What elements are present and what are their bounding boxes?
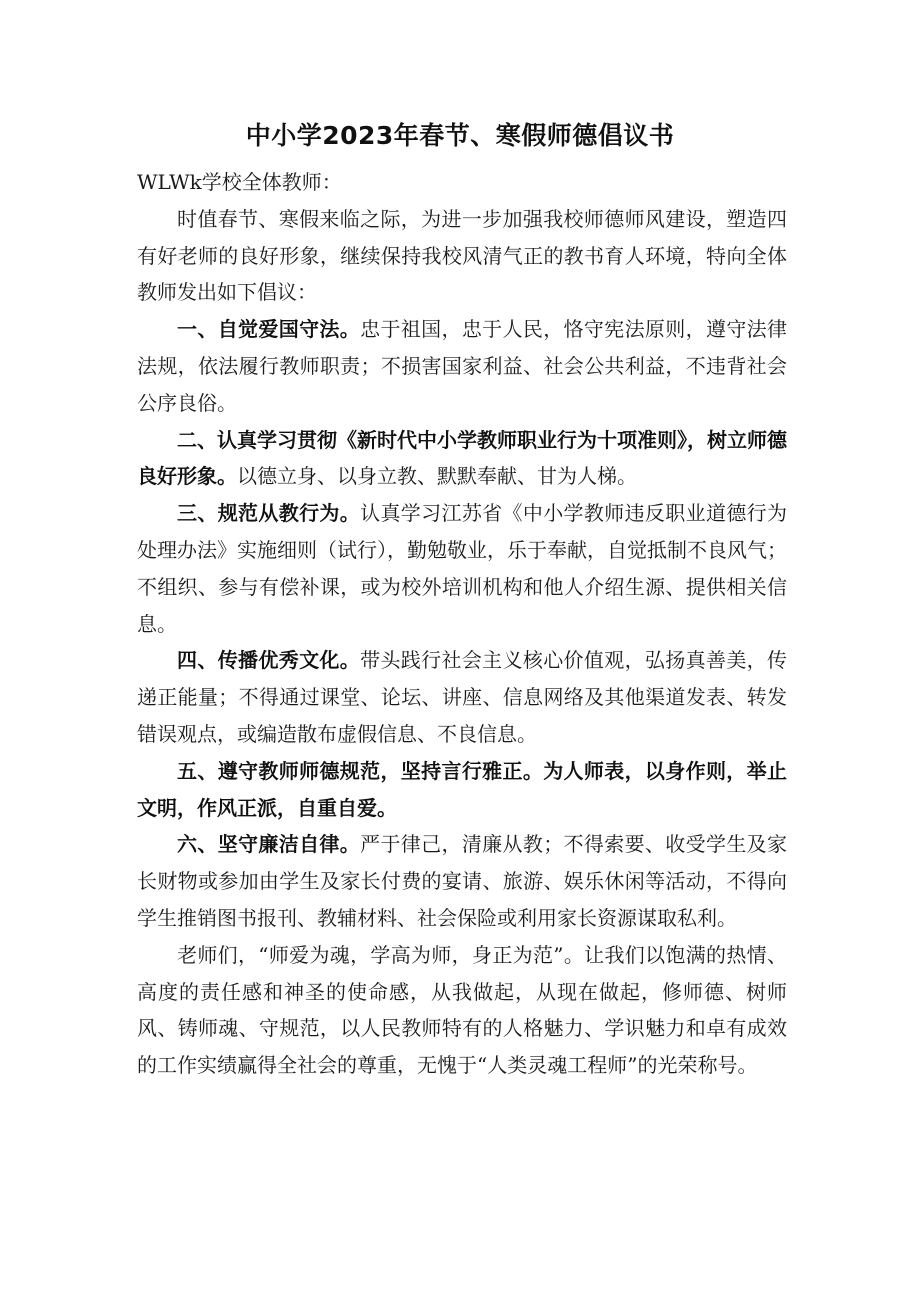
closing-paragraph: 老师们，“师爱为魂，学高为师，身正为范”。让我们以饱满的热情、高度的责任感和神圣的使命感，从我做起，从现在做起，修师德、树师风、铸师魂、守规范，以人民教师特有的人格魅力、学识魅力和卓有成效的工作实绩赢得全社会的尊重，无愧于“人类灵魂工程师”的光荣称号。: [137, 942, 787, 1078]
item-5-paragraph: [137, 753, 787, 827]
item-3-paragraph: [137, 495, 787, 642]
item-1-paragraph: [137, 311, 787, 421]
item-4-text: 带头践行社会主义核心价值观，弘扬真善美，传递正能量；不得通过课堂、论坛、讲座、信息网络及其他渠道发表、转发错误观点，或编造散布虚假信息、不良信息。: [137, 648, 788, 746]
item-6-heading: 六、坚守廉洁自律。: [177, 832, 361, 857]
salutation: WLWk学校全体教师：: [137, 170, 342, 194]
item-2-paragraph: [137, 422, 787, 496]
item-3-heading: 三、规范从教行为。: [177, 501, 361, 526]
item-2-text: 以德立身、以身立教、默默奉献、甘为人梯。: [237, 464, 637, 489]
intro-paragraph: 时值春节、寒假来临之际，为进一步加强我校师德师风建设，塑造四有好老师的良好形象，继续保持我校风清气正的教书育人环境，特向全体教师发出如下倡议：: [137, 206, 787, 305]
item-1-heading: 一、自觉爱国守法。: [177, 317, 361, 342]
document-title: 中小学2023年春节、寒假师德倡议书: [245, 121, 675, 150]
item-6-paragraph: [137, 826, 787, 936]
item-1-text: 忠于祖国，忠于人民，恪守宪法原则，遵守法律法规，依法履行教师职责；不损害国家利益、社会公共利益，不违背社会公序良俗。: [137, 317, 788, 415]
item-5-heading: 五、遵守教师师德规范，坚持言行雅正。为人师表，以身作则，举止文明，作风正派，自重自爱。: [137, 758, 787, 820]
item-4-heading: 四、传播优秀文化。: [177, 648, 361, 673]
item-3-text: 认真学习江苏省《中小学教师违反职业道德行为处理办法》实施细则（试行），勤勉敬业，乐于奉献，自觉抵制不良风气；不组织、参与有偿补课，或为校外培训机构和他人介绍生源、提供相关信息。: [137, 501, 788, 636]
document-body: [137, 164, 787, 1084]
item-4-paragraph: [137, 642, 787, 752]
item-6-text: 严于律己，清廉从教；不得索要、收受学生及家长财物或参加由学生及家长付费的宴请、旅游、娱乐休闲等活动，不得向学生推销图书报刊、教辅材料、社会保险或利用家长资源谋取私利。: [137, 832, 788, 930]
item-2-heading: 二、认真学习贯彻《新时代中小学教师职业行为十项准则》，树立师德良好形象。: [137, 427, 787, 489]
